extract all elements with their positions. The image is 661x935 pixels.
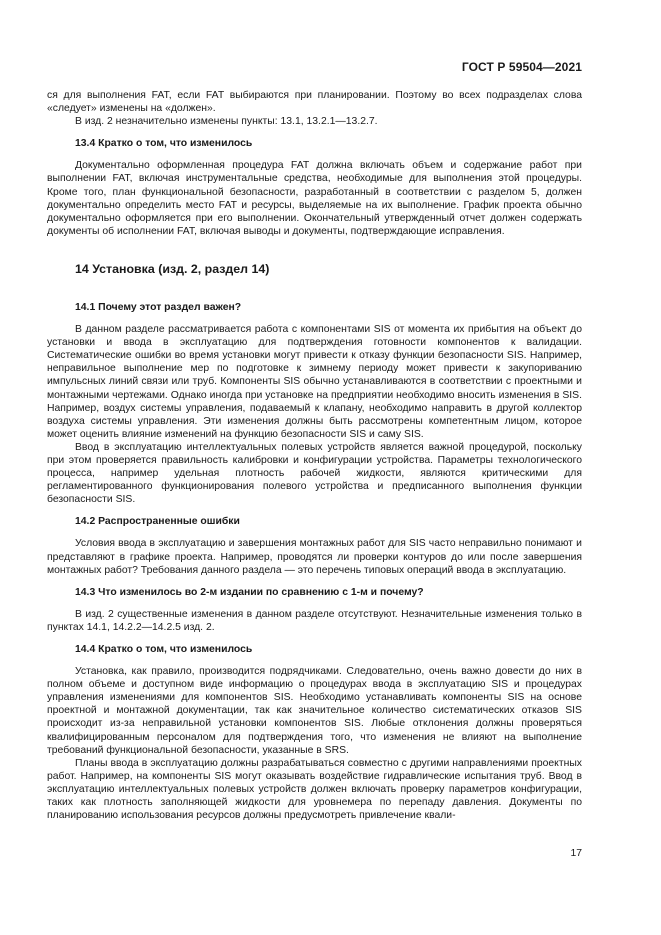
subsection-heading-13-4: 13.4 Кратко о том, что изменилось	[75, 138, 253, 150]
page-number: 17	[570, 848, 582, 859]
subsection-heading-14-3: 14.3 Что изменилось во 2-м издании по сравнению с 1-м и почему?	[75, 586, 424, 598]
section-heading-14: 14 Установка (изд. 2, раздел 14)	[75, 261, 270, 276]
paragraph-continued: ся для выполнения FAT, если FAT выбираются при планировании. Поэтому во всех подразделах слова «следует» изменены на «должен».	[47, 90, 582, 115]
subsection-heading-14-1: 14.1 Почему этот раздел важен?	[75, 301, 242, 313]
paragraph: В данном разделе рассматривается работа с компонентами SIS от момента их прибытия на объект до установки и ввода в эксплуатацию для подтверждения готовности компонентов к валидации. Систематические ошибки во время установки могут привести к отказу функции безопасности SIS. Например, неправильное выполнение мер по подготовке к зимнему периоду может привести к закупориванию импульсных линий связи или труб. Компоненты SIS обычно устанавливаются в соответствии с проектными и монтажными чертежами. Однако иногда при установке на предприятии необходимо вносить изменения в SIS. Например, воздух системы управления, подаваемый к клапану, необходимо направить в другой коллектор воздуха системы управления. Эти изменения должны быть рассмотрены компетентным лицом, которое может оценить влияние изменений на функцию безопасности SIS и саму SIS.	[47, 324, 582, 440]
page-body	[47, 89, 582, 822]
paragraph: Ввод в эксплуатацию интеллектуальных полевых устройств является важной процедурой, поскольку при этом проверяется правильность калибровки и конфигурации устройства. Параметры технологического процесса, например удельная плотность рабочей жидкости, являются критическими для регламентированного функционирования полевого устройства и предписанного выполнения функции безопасности SIS.	[47, 441, 582, 506]
subsection-heading-14-2: 14.2 Распространенные ошибки	[75, 516, 240, 528]
paragraph: Документально оформленная процедура FAT должна включать объем и содержание работ при выполнении FAT, включая инструментальные средства, необходимые для выполнения этой процедуры. Кроме того, план функциональной безопасности, разработанный в соответствии с разделом 5, должен документально определить место FAT и ресурсы, выделяемые на их выполнение. График проекта обычно документально оформляется при его выполнении. Окончательный утвержденный отчет должен содержать документы об исполнении FAT, включая выводы и документы, подтверждающие исправления.	[47, 160, 582, 237]
paragraph: В изд. 2 незначительно изменены пункты: 13.1, 13.2.1—13.2.7.	[75, 116, 378, 128]
paragraph: Установка, как правило, производится подрядчиками. Следовательно, очень важно довести до них в полном объеме и доступном виде информацию о процедурах ввода в эксплуатацию SIS и процедурах управления изменениями для компонентов SIS. Необходимо устанавливать компоненты SIS на основе проектной и монтажной документации, так как значительное количество систематических отказов SIS происходит из-за неправильной установки компонентов SIS. Любые отклонения должны проверяться квалифицированным персоналом для подтверждения того, что изменения не влияют на выполнение требований функциональной безопасности, указанные в SRS.	[47, 666, 582, 756]
paragraph: Условия ввода в эксплуатацию и завершения монтажных работ для SIS часто неправильно понимают и представляют в графике проекта. Например, проводятся ли проверки контуров до или после завершения монтажных работ? Требования данного раздела — это перечень типовых операций ввода в эксплуатацию.	[47, 538, 582, 576]
subsection-heading-14-4: 14.4 Кратко о том, что изменилось	[75, 644, 253, 655]
paragraph: В изд. 2 существенные изменения в данном разделе отсутствуют. Незначительные изменения только в пунктах 14.1, 14.2.2—14.2.5 изд. 2.	[47, 608, 582, 633]
paragraph: Планы ввода в эксплуатацию должны разрабатываться совместно с другими направлениями проектных работ. Например, на компоненты SIS могут оказывать воздействие гидравлические испытания труб. Ввод в эксплуатацию интеллектуальных полевых устройств должен включать проверку параметров конфигурации, таких как плотность заполняющей жидкости для уровнемера по перепаду давления. Документы по планированию использования ресурсов должны предусмотреть привлечение квали-	[47, 757, 582, 822]
standard-id: ГОСТ Р 59504—2021	[461, 60, 582, 74]
